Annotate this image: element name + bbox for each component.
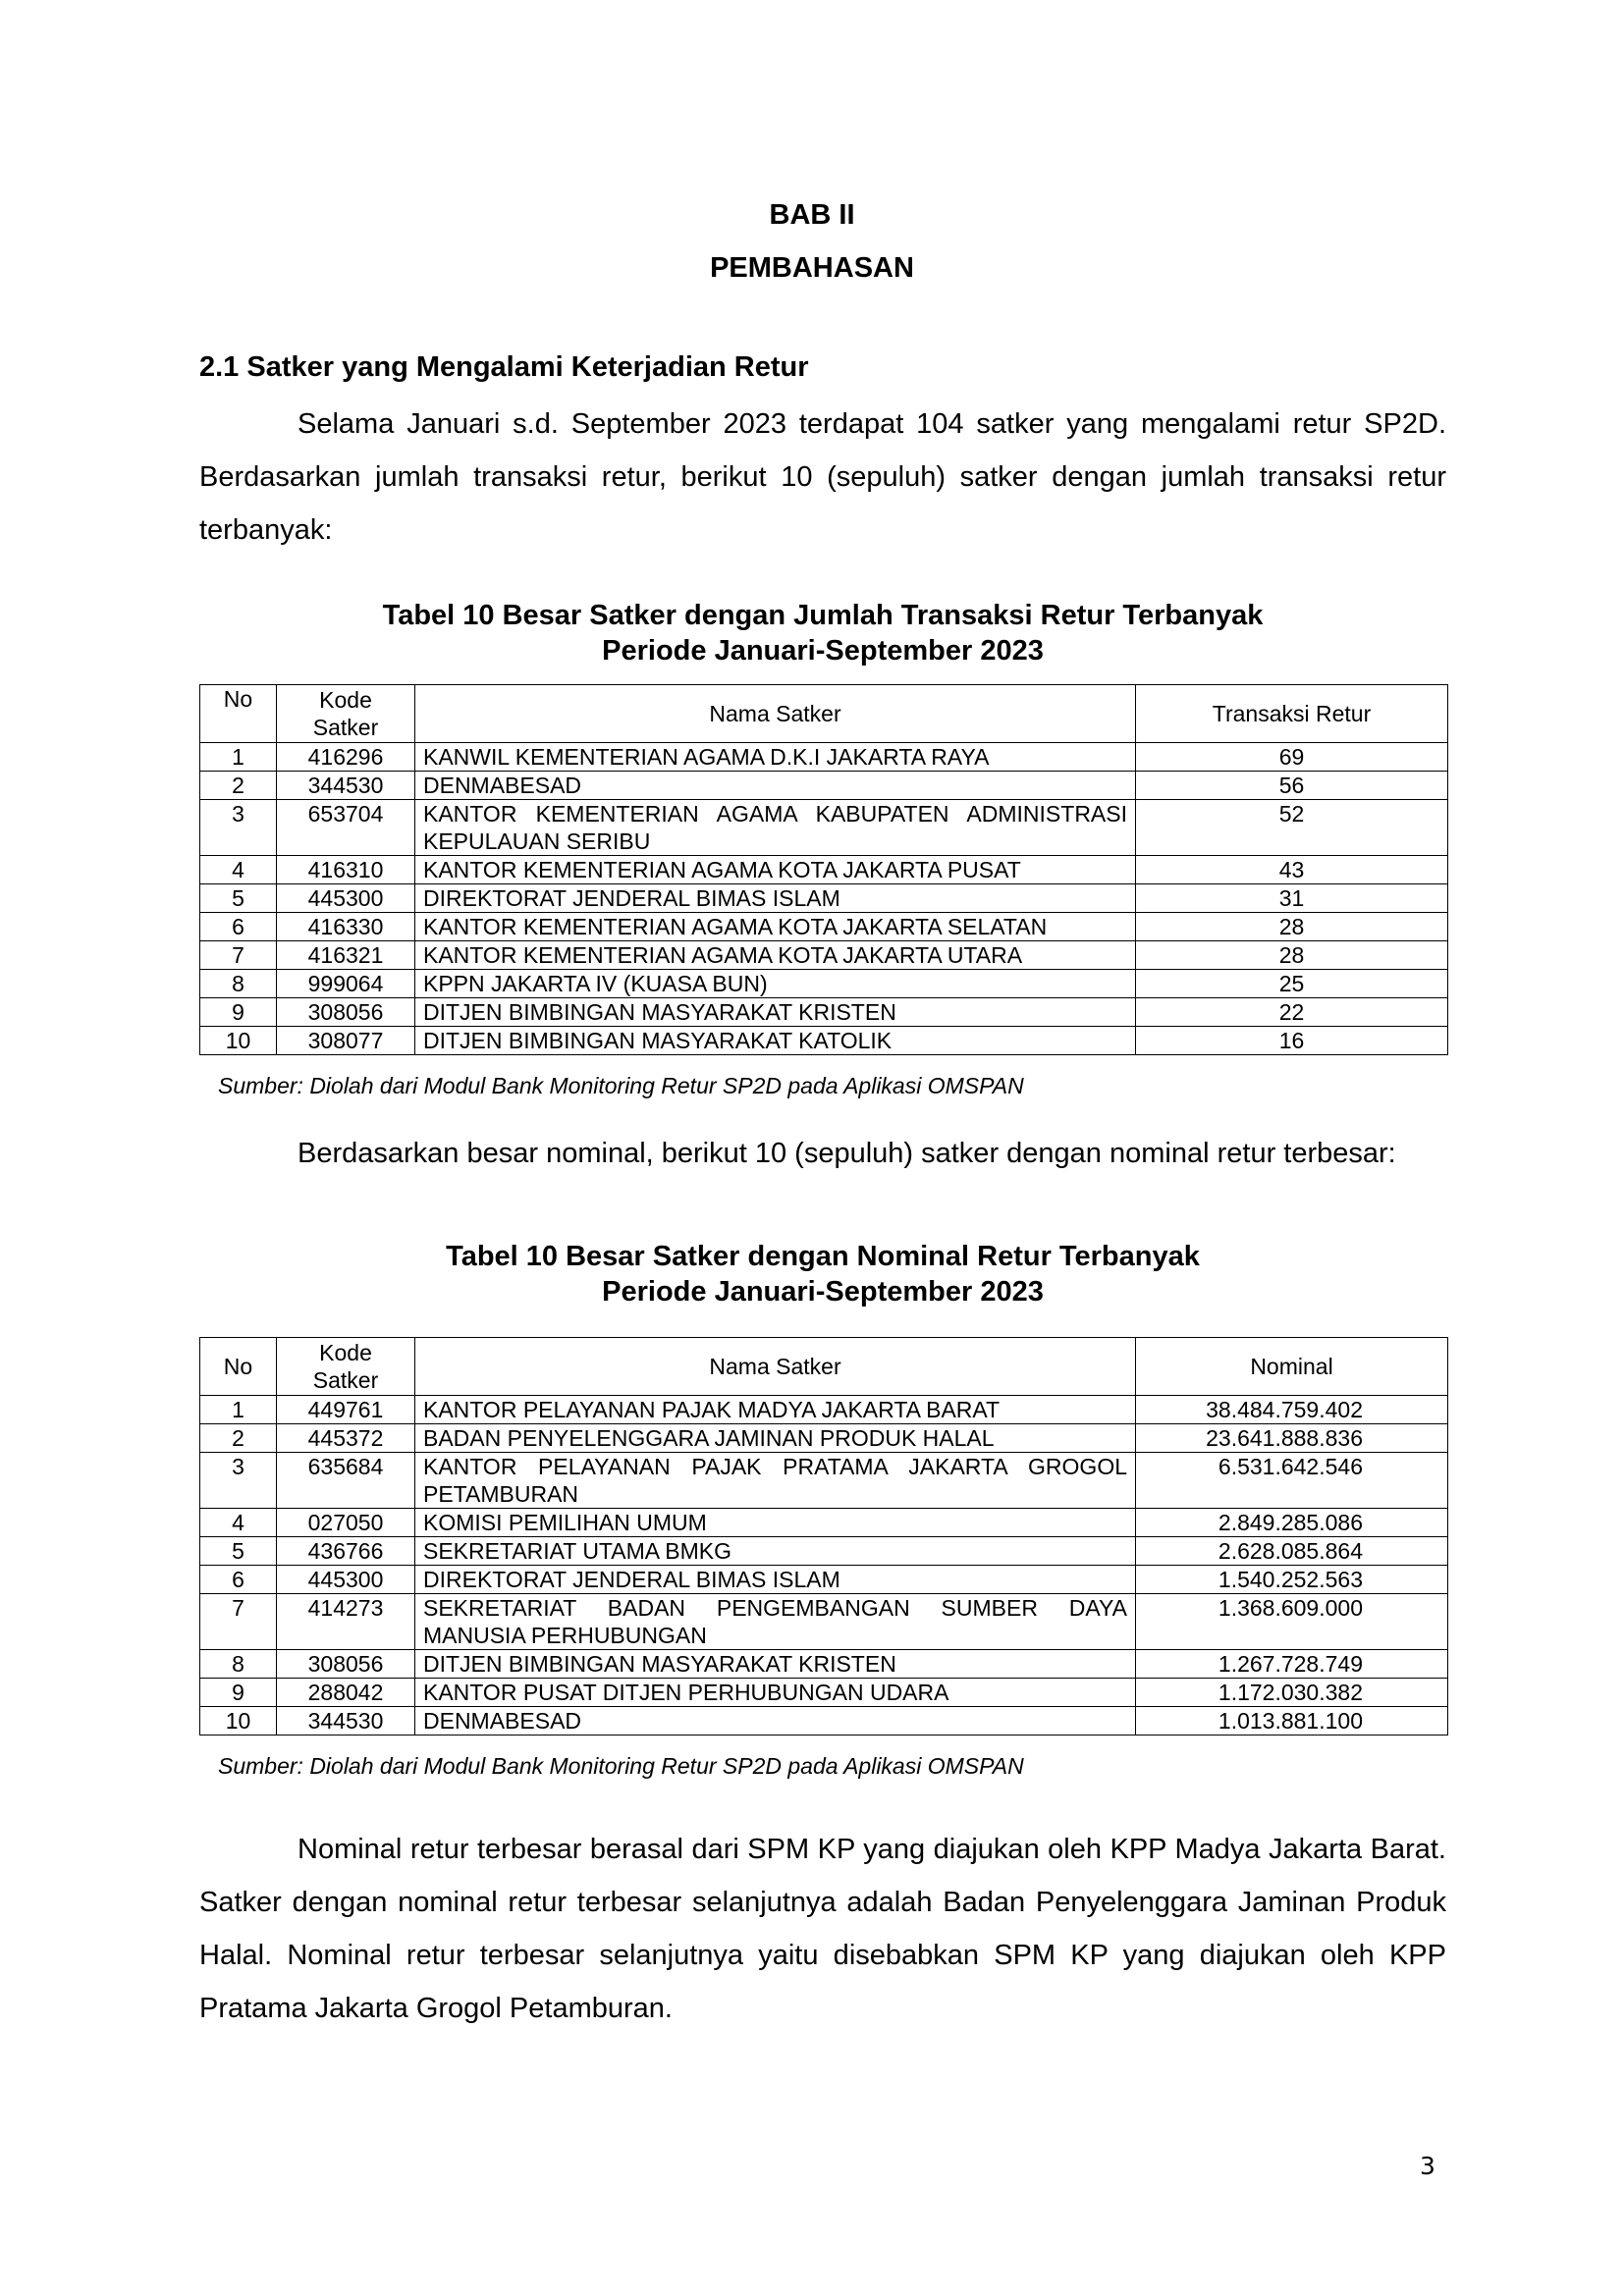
cell-kode-satker: 308056 xyxy=(277,998,415,1027)
table-row xyxy=(200,1027,1448,1055)
cell-kode-satker: 344530 xyxy=(277,1707,415,1735)
cell-nama-satker: DITJEN BIMBINGAN MASYARAKAT KRISTEN xyxy=(415,1650,1136,1679)
table-row xyxy=(200,743,1448,772)
header-no: No xyxy=(200,1338,277,1396)
header-kode-satker: Kode Satker xyxy=(277,685,415,743)
cell-kode-satker: 445300 xyxy=(277,1566,415,1594)
cell-no: 2 xyxy=(200,1424,277,1453)
header-nama-satker: Nama Satker xyxy=(415,685,1136,743)
table-row xyxy=(200,856,1448,884)
cell-nama-satker: KANTOR PELAYANAN PAJAK MADYA JAKARTA BARAT xyxy=(415,1396,1136,1424)
table-row xyxy=(200,1396,1448,1424)
cell-kode-satker: 653704 xyxy=(277,800,415,856)
cell-nominal: 1.267.728.749 xyxy=(1136,1650,1448,1679)
cell-no: 9 xyxy=(200,998,277,1027)
cell-no: 10 xyxy=(200,1027,277,1055)
table-row xyxy=(200,1650,1448,1679)
cell-nama-satker: KPPN JAKARTA IV (KUASA BUN) xyxy=(415,970,1136,998)
cell-no: 4 xyxy=(200,1509,277,1537)
cell-nama-satker: BADAN PENYELENGGARA JAMINAN PRODUK HALAL xyxy=(415,1424,1136,1453)
cell-nominal: 1.540.252.563 xyxy=(1136,1566,1448,1594)
cell-transaksi-retur: 28 xyxy=(1136,941,1448,970)
cell-nama-satker: KOMISI PEMILIHAN UMUM xyxy=(415,1509,1136,1537)
cell-kode-satker: 344530 xyxy=(277,772,415,800)
cell-kode-satker: 999064 xyxy=(277,970,415,998)
cell-transaksi-retur: 22 xyxy=(1136,998,1448,1027)
cell-nominal: 38.484.759.402 xyxy=(1136,1396,1448,1424)
cell-kode-satker: 288042 xyxy=(277,1679,415,1707)
section-title: 2.1 Satker yang Mengalami Keterjadian Retur xyxy=(199,351,809,383)
cell-no: 4 xyxy=(200,856,277,884)
table-row xyxy=(200,970,1448,998)
cell-nama-satker: DIREKTORAT JENDERAL BIMAS ISLAM xyxy=(415,1566,1136,1594)
cell-kode-satker: 449761 xyxy=(277,1396,415,1424)
chapter-label: BAB II xyxy=(769,199,855,231)
cell-nama-satker: KANTOR KEMENTERIAN AGAMA KABUPATEN ADMINISTRASI KEPULAUAN SERIBU xyxy=(415,800,1136,856)
table-row xyxy=(200,998,1448,1027)
cell-kode-satker: 416296 xyxy=(277,743,415,772)
table-row xyxy=(200,772,1448,800)
cell-nominal: 1.172.030.382 xyxy=(1136,1679,1448,1707)
table-row xyxy=(200,884,1448,913)
cell-kode-satker: 414273 xyxy=(277,1594,415,1650)
cell-no: 10 xyxy=(200,1707,277,1735)
cell-no: 2 xyxy=(200,772,277,800)
cell-transaksi-retur: 16 xyxy=(1136,1027,1448,1055)
cell-kode-satker: 436766 xyxy=(277,1537,415,1566)
cell-transaksi-retur: 56 xyxy=(1136,772,1448,800)
cell-no: 7 xyxy=(200,941,277,970)
table-header-row xyxy=(200,685,1448,743)
table-row xyxy=(200,1707,1448,1735)
cell-transaksi-retur: 52 xyxy=(1136,800,1448,856)
cell-nama-satker: DENMABESAD xyxy=(415,1707,1136,1735)
cell-nama-satker: KANTOR PUSAT DITJEN PERHUBUNGAN UDARA xyxy=(415,1679,1136,1707)
table-row xyxy=(200,1424,1448,1453)
table2-caption-line1: Tabel 10 Besar Satker dengan Nominal Retur Terbanyak xyxy=(446,1241,1200,1272)
cell-nominal: 1.013.881.100 xyxy=(1136,1707,1448,1735)
cell-no: 6 xyxy=(200,913,277,941)
cell-kode-satker: 445300 xyxy=(277,884,415,913)
cell-transaksi-retur: 25 xyxy=(1136,970,1448,998)
cell-no: 3 xyxy=(200,1453,277,1509)
cell-nama-satker: DENMABESAD xyxy=(415,772,1136,800)
table2-source: Sumber: Diolah dari Modul Bank Monitoring Retur SP2D pada Aplikasi OMSPAN xyxy=(218,1753,1024,1779)
header-nama-satker: Nama Satker xyxy=(415,1338,1136,1396)
intro-paragraph: Selama Januari s.d. September 2023 terdapat 104 satker yang mengalami retur SP2D. Berdasarkan jumlah transaksi retur, berikut 10 (sepuluh) satker dengan jumlah transaksi retur terbanyak: xyxy=(199,408,1446,546)
cell-transaksi-retur: 43 xyxy=(1136,856,1448,884)
cell-no: 5 xyxy=(200,1537,277,1566)
cell-nominal: 2.628.085.864 xyxy=(1136,1537,1448,1566)
retur-transaction-table xyxy=(199,684,1448,1055)
table-row xyxy=(200,941,1448,970)
cell-nama-satker: KANTOR PELAYANAN PAJAK PRATAMA JAKARTA GROGOL PETAMBURAN xyxy=(415,1453,1136,1509)
table-row xyxy=(200,1566,1448,1594)
cell-nama-satker: KANTOR KEMENTERIAN AGAMA KOTA JAKARTA SELATAN xyxy=(415,913,1136,941)
table1-caption xyxy=(199,598,1446,668)
table-row xyxy=(200,913,1448,941)
cell-no: 7 xyxy=(200,1594,277,1650)
cell-nominal: 2.849.285.086 xyxy=(1136,1509,1448,1537)
cell-nominal: 1.368.609.000 xyxy=(1136,1594,1448,1650)
page-number: 3 xyxy=(1420,2152,1435,2180)
cell-kode-satker: 445372 xyxy=(277,1424,415,1453)
cell-kode-satker: 416310 xyxy=(277,856,415,884)
header-transaksi-retur: Transaksi Retur xyxy=(1136,685,1448,743)
cell-nama-satker: KANTOR KEMENTERIAN AGAMA KOTA JAKARTA UTARA xyxy=(415,941,1136,970)
table-header-row xyxy=(200,1338,1448,1396)
cell-no: 8 xyxy=(200,970,277,998)
cell-transaksi-retur: 69 xyxy=(1136,743,1448,772)
table-row xyxy=(200,1537,1448,1566)
closing-paragraph: Nominal retur terbesar berasal dari SPM KP yang diajukan oleh KPP Madya Jakarta Barat. Satker dengan nominal retur terbesar selanjutnya adalah Badan Penyelenggara Jaminan Produk Halal. Nominal retur terbesar selanjutnya yaitu disebabkan SPM KP yang diajukan oleh KPP Pratama Jakarta Grogol Petamburan. xyxy=(199,1834,1446,2024)
cell-kode-satker: 308056 xyxy=(277,1650,415,1679)
cell-nominal: 23.641.888.836 xyxy=(1136,1424,1448,1453)
cell-nama-satker: DITJEN BIMBINGAN MASYARAKAT KATOLIK xyxy=(415,1027,1136,1055)
cell-nama-satker: SEKRETARIAT UTAMA BMKG xyxy=(415,1537,1136,1566)
header-nominal: Nominal xyxy=(1136,1338,1448,1396)
cell-no: 6 xyxy=(200,1566,277,1594)
cell-nama-satker: DIREKTORAT JENDERAL BIMAS ISLAM xyxy=(415,884,1136,913)
middle-paragraph: Berdasarkan besar nominal, berikut 10 (sepuluh) satker dengan nominal retur terbesar: xyxy=(298,1138,1396,1169)
table2-caption xyxy=(199,1239,1446,1309)
table2-caption-line2: Periode Januari-September 2023 xyxy=(602,1276,1044,1308)
table-row xyxy=(200,1679,1448,1707)
cell-nama-satker: KANTOR KEMENTERIAN AGAMA KOTA JAKARTA PUSAT xyxy=(415,856,1136,884)
cell-no: 1 xyxy=(200,1396,277,1424)
cell-no: 1 xyxy=(200,743,277,772)
cell-nama-satker: KANWIL KEMENTERIAN AGAMA D.K.I JAKARTA RAYA xyxy=(415,743,1136,772)
chapter-title: PEMBAHASAN xyxy=(710,252,914,284)
table1-caption-line2: Periode Januari-September 2023 xyxy=(602,635,1044,667)
cell-nama-satker: SEKRETARIAT BADAN PENGEMBANGAN SUMBER DAYA MANUSIA PERHUBUNGAN xyxy=(415,1594,1136,1650)
cell-kode-satker: 635684 xyxy=(277,1453,415,1509)
cell-transaksi-retur: 28 xyxy=(1136,913,1448,941)
cell-transaksi-retur: 31 xyxy=(1136,884,1448,913)
cell-kode-satker: 416330 xyxy=(277,913,415,941)
table-row xyxy=(200,1594,1448,1650)
cell-no: 3 xyxy=(200,800,277,856)
table1-source: Sumber: Diolah dari Modul Bank Monitoring Retur SP2D pada Aplikasi OMSPAN xyxy=(218,1073,1024,1098)
retur-nominal-table xyxy=(199,1337,1448,1735)
table-row xyxy=(200,1453,1448,1509)
header-no: No xyxy=(200,685,277,743)
cell-no: 9 xyxy=(200,1679,277,1707)
table-row xyxy=(200,1509,1448,1537)
header-kode-satker: Kode Satker xyxy=(277,1338,415,1396)
cell-kode-satker: 416321 xyxy=(277,941,415,970)
table1-caption-line1: Tabel 10 Besar Satker dengan Jumlah Transaksi Retur Terbanyak xyxy=(382,600,1264,631)
cell-kode-satker: 027050 xyxy=(277,1509,415,1537)
table-row xyxy=(200,800,1448,856)
cell-no: 8 xyxy=(200,1650,277,1679)
cell-nominal: 6.531.642.546 xyxy=(1136,1453,1448,1509)
cell-nama-satker: DITJEN BIMBINGAN MASYARAKAT KRISTEN xyxy=(415,998,1136,1027)
cell-no: 5 xyxy=(200,884,277,913)
cell-kode-satker: 308077 xyxy=(277,1027,415,1055)
